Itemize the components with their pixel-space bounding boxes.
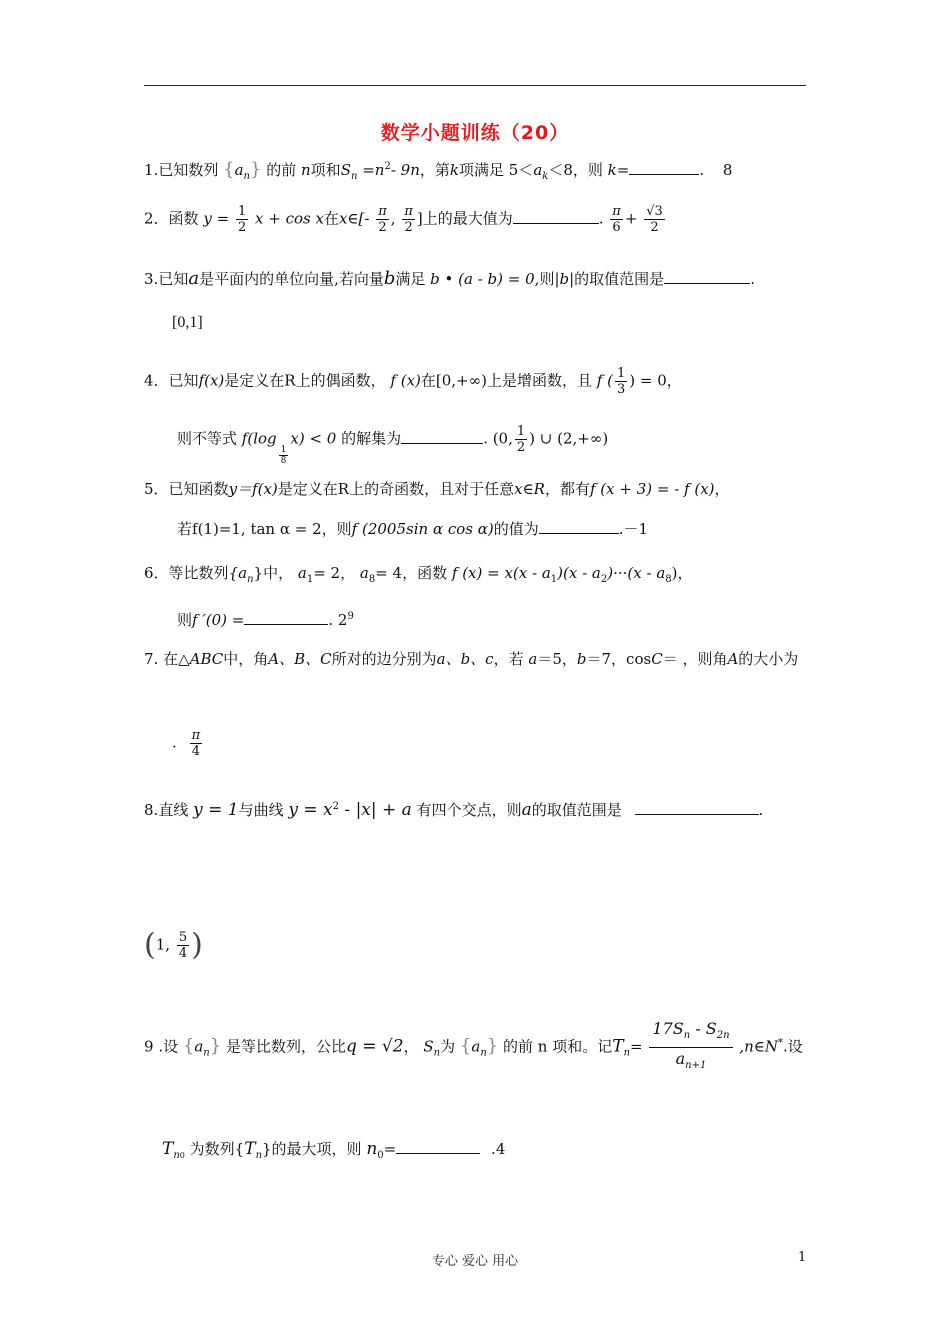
answer-blank <box>664 269 750 284</box>
answer-blank <box>244 610 328 625</box>
answer: 8 <box>722 161 733 179</box>
question-5-cont: 若f(1)=1, tan α = 2，则f (2005sin α cos α)的值为 .－1 <box>177 520 649 538</box>
answer: (0, <box>492 429 513 448</box>
question-5: 5．已知函数y＝f(x)是定义在R上的奇函数，且对于任意x∈R，都有f (x + 3) = - f (x)， <box>144 480 730 498</box>
question-6-cont: 则f ′(0) = . $2^9$ <box>177 611 354 629</box>
answer-blank <box>401 429 483 444</box>
answer-blank <box>539 519 619 534</box>
question-7: 7. 在△ABC中，角A、B、C所对的边分别为a、b、c，若 a＝5，b＝7，cosC＝ ，则角A的大小为 <box>144 650 799 668</box>
question-8: 8.直线 y = 1与曲线 $y = x^2 - |x| + a$ 有四个交点，则a的取值范围是 . <box>144 800 764 820</box>
answer: [0,1] <box>172 314 203 331</box>
header-rule <box>144 85 806 86</box>
question-4: 4．已知f(x)是定义在R上的偶函数， f (x)在[0,+∞)上是增函数，且 f ( $\frac{1}{3}$ ) = 0， <box>144 366 682 397</box>
question-9-cont: $T_{n0}$ 为数列$\{T_n\}$的最大项，则 $n_0= .4$ <box>162 1139 506 1161</box>
question-7-answer: . $\frac{\pi}{4}$ <box>172 728 201 759</box>
answer-blank <box>396 1139 480 1154</box>
question-8-answer: (1, $\frac{5}{4}$ ) <box>144 927 203 963</box>
question-6: 6．等比数列$\{a_n\}$中， $a_1= 2$， $a_8= 4$，函数 f $(x) = x(x - a_1)(x - a_2)\cdot\cdot\cdot(x - a_8)$， <box>144 564 693 585</box>
answer-blank <box>629 160 699 175</box>
question-3: 3.已知a是平面内的单位向量,若向量b满足 b • (a - b) = 0,则|b|的取值范围是 . <box>144 268 755 289</box>
answer: $\frac{\pi}{4}$ <box>191 728 201 759</box>
page-number: 1 <box>798 1250 807 1265</box>
answer: 2 <box>337 611 348 629</box>
question-9: 9 .设 $\{a_n\}$ 是等比数列，公比q = √2， $S_n$为 $\{a_n\}$ 的前 n 项和。记$T_n=$ $\frac{17S_n - S_{2n}}{a_{n+1}}$ ,n∈N*.设 <box>144 1019 803 1071</box>
question-4-cont: 则不等式 f(log $\frac{1}{8}$ x) < 0 的解集为 . (0, $\frac{1}{2}$ ) ∪ (2,+∞) <box>177 424 609 466</box>
question-1: 1.已知数列 $\{a_n\}$ 的前 n项和$S_n =n^2-$ 9n，第k项满足 $5<a_k<8$，则 k= . 8 <box>144 159 733 182</box>
answer-blank <box>635 800 759 815</box>
answer-blank <box>513 209 599 224</box>
answer: 4 <box>495 1140 506 1158</box>
footer-text: 专心 爱心 用心 <box>431 1254 519 1269</box>
answer: 1, <box>155 935 171 954</box>
page-title: 数学小题训练（20） <box>380 122 570 144</box>
answer: －1 <box>623 520 649 538</box>
answer: $\frac{\pi}{6}$ <box>612 204 621 235</box>
question-2: 2．函数 y = $\frac{1}{2}$ x + cos x在x∈[- $\frac{\pi}{2}$ , $\frac{\pi}{2}$ ]上的最大值为 . $\frac{\pi}{6}$ + $\frac{√3}{2}$ <box>144 204 663 235</box>
